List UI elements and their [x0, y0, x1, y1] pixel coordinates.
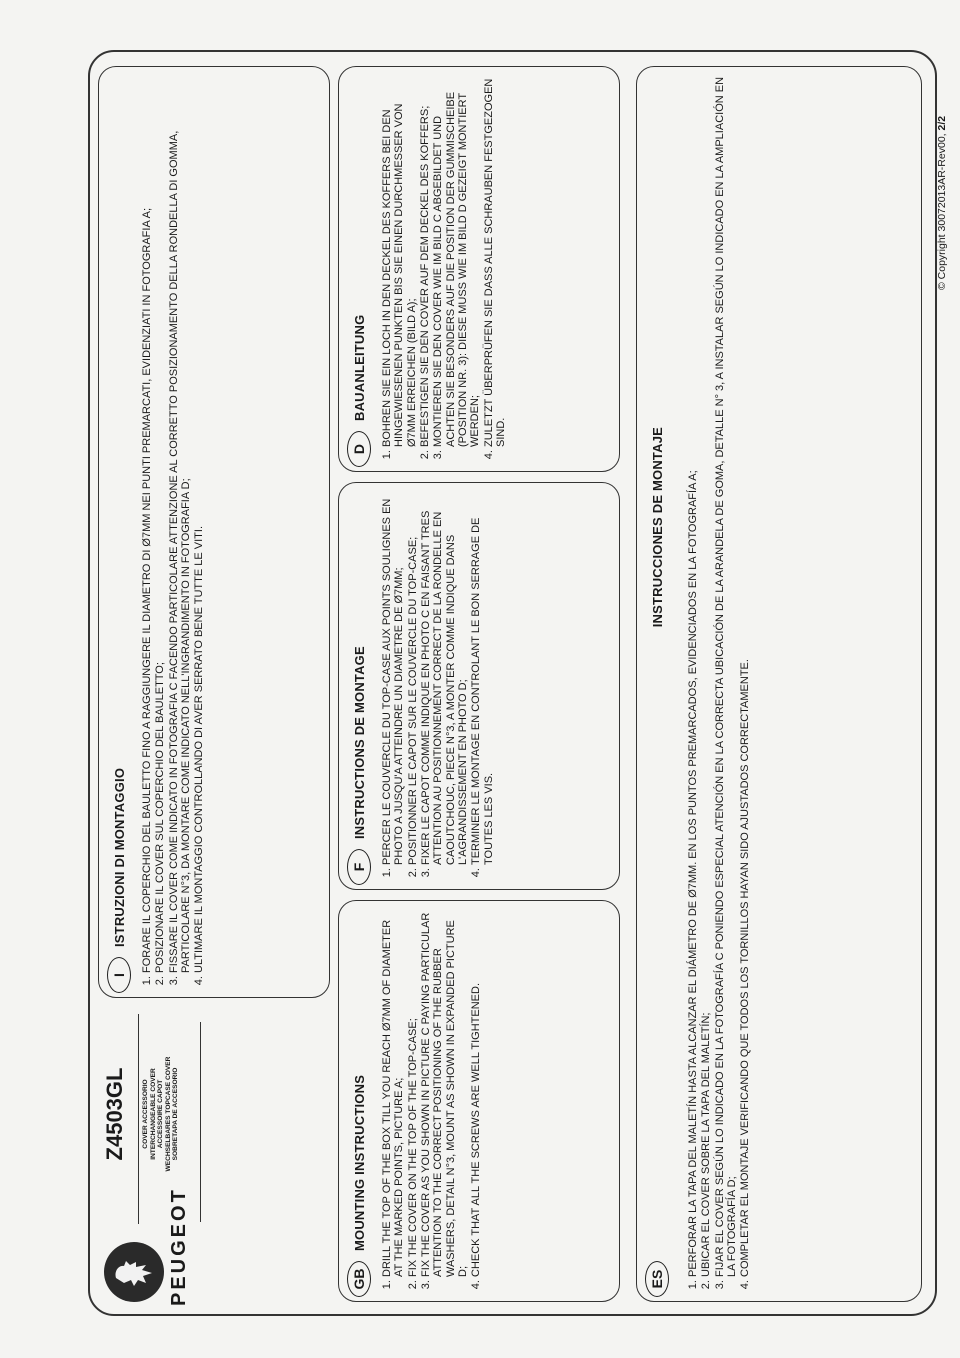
section-italian	[98, 66, 330, 998]
step: 4. COMPLETAR EL MONTAJE VERIFICANDO QUE TODOS LOS TORNILLOS HAYAN SIDO AJUSTADOS CORRECTAMENTE.	[739, 73, 751, 1277]
brand-block	[92, 1002, 298, 1312]
step: 1. PERCER LE COUVERCLE DU TOP-CASE AUX POINTS SOULIGNES EN PHOTO A JUSQU'A ATTEINDRE UN DIAMETRE DE Ø7MM;	[381, 489, 406, 865]
divider	[200, 1022, 201, 1222]
language-badge: D	[347, 431, 371, 467]
section-title: MOUNTING INSTRUCTIONS	[351, 1074, 367, 1251]
step: 1. DRILL THE TOP OF THE BOX TILL YOU REACH Ø7MM OF DIAMETER AT THE MARKED POINTS, PICTURE A;	[381, 907, 406, 1277]
step: 1. PERFORAR LA TAPA DEL MALETÍN HASTA ALCANZAR EL DIÁMETRO DE Ø7MM. EN LOS PUNTOS PREMARCADOS, EVIDENCIADOS EN LA FOTOGRAFÍA A;	[687, 73, 699, 1277]
language-badge: I	[107, 957, 131, 993]
section-title: ISTRUZIONI DI MONTAGGIO	[111, 767, 127, 947]
step: 3. FISSARE IL COVER COME INDICATO IN FOTOGRAFIA C FACENDO PARTICOLARE ATTENZIONE AL CORRETTO POSIZIONAMENTO DELLA RONDELLA DI GOMMA, PARTICOLARE N°3, DA MONTARE COME INDICATO NELL'INGRANDIMENTO IN FOTOGRAFIA D;	[168, 73, 193, 973]
step: 2. POSITIONNER LE CAPOT SUR LE COUVERCLE DU TOP-CASE;	[407, 489, 419, 865]
section-title: INSTRUCTIONS DE MONTAGE	[351, 646, 367, 839]
model-number: Z4503GL	[102, 1067, 127, 1161]
step: 3. FIXER LE CAPOT COMME INDIQUE EN PHOTO C EN FAISANT TRES ATTENTION AU POSITIONNEMENT CORRECT DE LA RONDELLE EN CAOUTCHOUC, PIECE N°3, A MONTER COMME INDIQUE DANS L'AGRANDISSEMENT EN PHOTO D;	[420, 489, 469, 865]
step: 4. CHECK THAT ALL THE SCREWS ARE WELL TIGHTENED.	[470, 907, 482, 1277]
step: 4. ULTIMARE IL MONTAGGIO CONTROLLANDO DI AVER SERRATO BENE TUTTE LE VITI.	[193, 73, 205, 973]
subtitle-es: SOBRETAPA DE ACCESORIO	[172, 1067, 180, 1161]
steps-list	[687, 67, 752, 1301]
step: 3. MONTIEREN SIE DEN COVER WIE IM BILD C ABGEBILDET UND ACHTEN SIE BESONDERS AUF DIE POSITION DER GUMMISCHEIBE (POSITION NR. 3): DIESE MUSS WIE IM BILD D GEZEIGT MONTIERT WERDEN;	[432, 73, 481, 447]
step: 2. POSIZIONARE IL COVER SUL COPERCHIO DEL BAULETTO;	[154, 73, 166, 973]
copyright-notice	[936, 116, 948, 290]
steps-list	[381, 67, 507, 471]
step: 4. ZULETZT ÜBERPRÜFEN SIE DASS ALLE SCHRAUBEN FESTGEZOGEN SIND.	[483, 73, 508, 447]
peugeot-lion-logo	[104, 1242, 164, 1302]
step: 2. UBICAR EL COVER SOBRE LA TAPA DEL MALETÍN;	[700, 73, 712, 1277]
divider	[138, 1014, 139, 1224]
section-title: INSTRUCCIONES DE MONTAJE	[649, 427, 665, 628]
steps-list	[381, 483, 495, 889]
step: 3. FIX THE COVER AS YOU SHOWN IN PICTURE C PAYING PARTICULAR ATTENTION TO THE CORRECT POSITIONING OF THE RUBBER WASHERS, DETAIL N°3, MOUNT AS SHOWN IN EXPANDED PICTURE D;	[420, 907, 469, 1277]
language-badge: F	[347, 849, 371, 885]
step: 1. FORARE IL COPERCHIO DEL BAULETTO FINO A RAGGIUNGERE IL DIAMETRO DI Ø7MM NEI PUNTI PREMARCATI, EVIDENZIATI IN FOTOGRAFIA A;	[141, 73, 153, 973]
subtitle-it: COVER ACCESSORIO	[142, 1079, 149, 1149]
logo-wordmark: PEUGEOT	[168, 1187, 190, 1306]
step: 4. TERMINER LE MONTAGE EN CONTROLANT LE BON SERRAGE DE TOUTES LES VIS.	[470, 489, 495, 865]
step: 1. BOHREN SIE EIN LOCH IN DEN DECKEL DES KOFFERS BEI DEN HINGEWIESENEN PUNKTEN BIS SIE EINEN DURCHMESSER VON Ø7MM ERREICHEN (BILD A);	[381, 73, 418, 447]
subtitle-fr: ACCESSOIRE CAPOT	[157, 1079, 165, 1149]
step: 2. FIX THE COVER ON THE TOP OF THE TOP-CASE;	[407, 907, 419, 1277]
step: 3. FIJAR EL COVER SEGÚN LO INDICADO EN LA FOTOGRAFÍA C PONIENDO ESPECIAL ATENCIÓN EN LA CORRECTA UBICACIÓN DE LA ARANDELA DE GOMA, DETALLE N° 3, A INSTALAR SEGÚN LO INDICADO EN LA AMPLIACIÓN EN LA FOTOGRAFÍA D;	[714, 73, 739, 1277]
section-german	[338, 66, 620, 472]
steps-list	[381, 901, 483, 1301]
section-english	[338, 900, 620, 1302]
steps-list	[141, 67, 206, 997]
language-badge: ES	[645, 1261, 669, 1297]
lion-icon	[112, 1252, 156, 1292]
section-spanish	[636, 66, 922, 1302]
subtitle-en: INTERCHANGEABLE COVER	[149, 1068, 157, 1160]
step: 2. BEFESTIGEN SIE DEN COVER AUF DEM DECKEL DES KOFFERS;	[419, 73, 431, 447]
product-subtitles	[142, 1004, 180, 1224]
subtitle-de: WECHSELBARES TOPCASE COVER	[164, 1056, 172, 1172]
language-badge: GB	[347, 1261, 371, 1297]
page-number: 2/2	[936, 115, 948, 131]
copyright-text: © Copyright 30072013AR-Rev00,	[936, 133, 948, 290]
section-french	[338, 482, 620, 890]
section-title: BAUANLEITUNG	[351, 314, 367, 421]
